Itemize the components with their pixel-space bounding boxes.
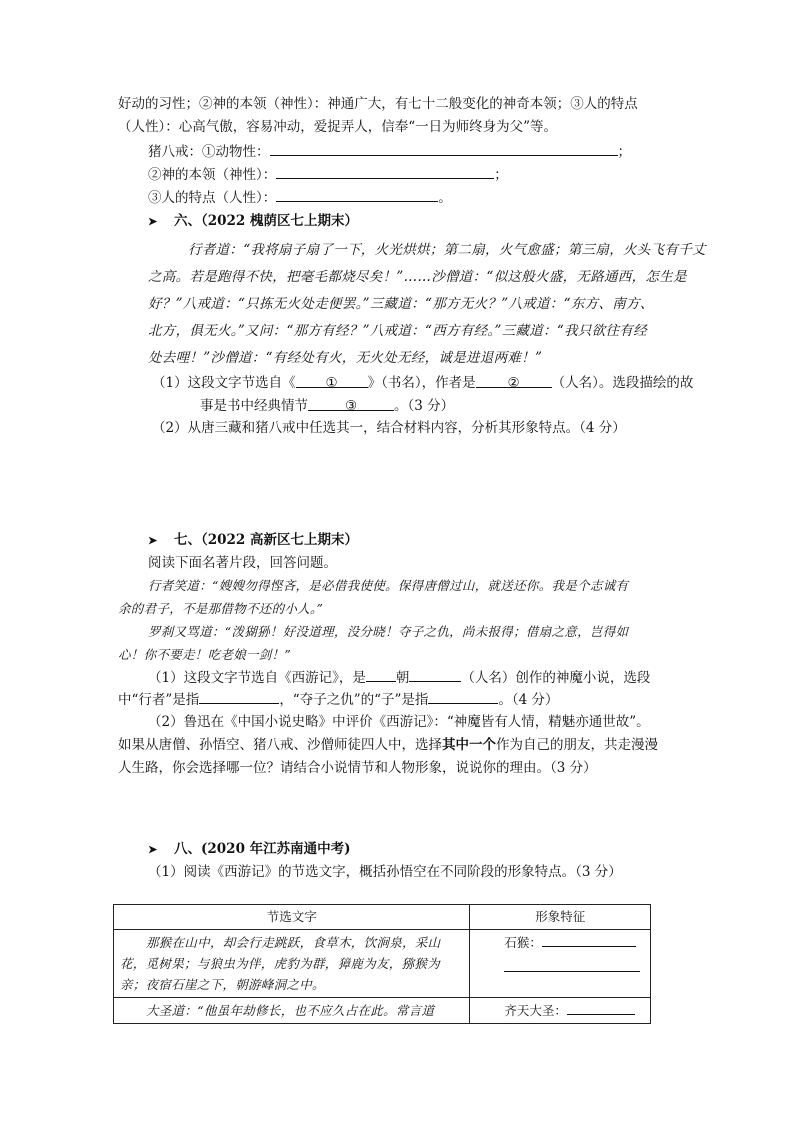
zhubajie-label-2: ②神的本领（神性）： [148, 167, 277, 183]
blank-3[interactable]: ③ [308, 396, 394, 411]
q2-emphasis: 其中一个 [442, 737, 496, 753]
arrow-bullet-icon: ➤ [148, 534, 158, 547]
intro-line-2: （人性）：心高气傲，容易冲动，爱捉弄人，信奉“一日为师终身为父”等。 [118, 119, 558, 135]
zhubajie-end-3: 。 [438, 190, 452, 206]
q1-text: ，“夺子之仇”的“子”是指 [279, 692, 429, 708]
zhubajie-label-1: 猪八戒：①动物性： [148, 144, 270, 160]
section-6-question-1 [152, 373, 693, 393]
table-row [114, 998, 651, 1024]
excerpt-line: 亲；夜宿石崖之下，朝游峰洞之中。 [120, 977, 325, 992]
section-7-question-1-cont [118, 689, 559, 710]
q2-text: 如果从唐僧、孙悟空、猪八戒、沙僧师徒四人中，选择 [118, 737, 442, 753]
section-7-heading [148, 530, 358, 551]
arrow-bullet-icon: ➤ [148, 843, 158, 856]
section-7-question-2-end: 人生路，你会选择哪一位？请结合小说情节和人物形象，说说你的理由。（3 分） [118, 760, 597, 776]
zhubajie-blank-2[interactable] [276, 164, 494, 179]
xingzhe-blank[interactable] [199, 689, 279, 704]
zhubajie-item-3 [148, 187, 452, 208]
table-header-row [114, 905, 651, 930]
blank-2[interactable]: ② [476, 373, 552, 388]
great-sage-label: 齐天大圣： [504, 1003, 567, 1018]
q1-text: （1）这段文字节选自《西游记》，是 [148, 670, 366, 686]
section-7-instruction: 阅读下面名著片段，回答问题。 [148, 555, 337, 571]
header-excerpt: 节选文字 [114, 905, 470, 930]
excerpt-cell [114, 930, 470, 998]
section-6-passage-line: 北方，俱无火。”又问：“那方有经？”八戒道：“西方有经。”三藏道：“我只欲往有经 [148, 323, 647, 339]
section-6-heading [148, 211, 358, 232]
section-6-question-2: （2）从唐三藏和猪八戒中任选其一，结合材料内容，分析其形象特点。（4 分） [152, 420, 626, 436]
zhubajie-end-2: ； [494, 167, 508, 183]
section-6-question-1-cont [200, 396, 454, 416]
excerpt-table [113, 904, 651, 1024]
section-7-title: 七、（2022 高新区七上期末） [174, 532, 359, 548]
section-8-heading [148, 839, 351, 860]
q1-text: 事是书中经典情节 [200, 398, 308, 414]
blank-1[interactable]: ① [296, 373, 368, 388]
section-7-passage-line: 心！你不要走！吃老娘一剑！” [118, 647, 292, 662]
zhubajie-label-3: ③人的特点（人性）： [148, 190, 277, 206]
excerpt-cell [114, 998, 470, 1024]
arrow-bullet-icon: ➤ [148, 215, 158, 228]
excerpt-line: 大圣道：“他虽年劫修长，也不应久占在此。常言道 [146, 1003, 435, 1018]
excerpt-line: 那猴在山中，却会行走跳跃，食草木，饮涧泉，采山 [146, 935, 441, 950]
trait-cell [470, 930, 651, 998]
section-6-passage-line: 之高。若是跑得不快，把毫毛都烧尽矣！”……沙僧道：“似这般火盛，无路通西，怎生是 [148, 269, 687, 285]
q1-text: 。（4 分） [498, 692, 559, 708]
section-8-title: 八、(2020 年江苏南通中考) [174, 841, 351, 857]
dynasty-blank[interactable] [366, 667, 396, 682]
q1-text: 》（书名），作者是 [367, 375, 476, 391]
section-7-passage-line: 罗刹又骂道：“泼猢狲！好没道理，没分晓！夺子之仇，尚未报得；借扇之意，岂得如 [148, 624, 629, 639]
trait-cell [470, 998, 651, 1024]
header-trait: 形象特征 [470, 905, 651, 930]
section-6-passage-line: 行者道：“我将扇子扇了一下，火光烘烘；第二扇，火气愈盛；第三扇，火头飞有千丈 [188, 242, 706, 258]
stone-monkey-blank-2[interactable] [504, 957, 640, 972]
zhubajie-blank-3[interactable] [276, 187, 438, 202]
zhubajie-end-1: ； [617, 144, 631, 160]
q1-text: 朝 [395, 670, 410, 686]
author-blank[interactable] [409, 667, 461, 682]
stone-monkey-blank[interactable] [542, 932, 636, 947]
zhubajie-blank-1[interactable] [270, 141, 618, 156]
q1-text: 中“行者”是指 [118, 692, 200, 708]
section-6-title: 六、（2022 槐荫区七上期末） [174, 213, 359, 229]
stone-monkey-label: 石猴： [504, 935, 542, 950]
section-8-question-1: （1）阅读《西游记》的节选文字，概括孙悟空在不同阶段的形象特点。（3 分） [148, 864, 622, 880]
zhubajie-item-2 [148, 164, 508, 185]
zhubajie-item-1 [148, 141, 631, 162]
q1-text: （1）这段文字节选自《 [152, 375, 296, 391]
section-7-question-2-cont [118, 735, 658, 755]
q1-text: 。（3 分） [394, 398, 455, 414]
zi-blank[interactable] [428, 689, 498, 704]
q1-text: （人名）。选段描绘的故 [551, 375, 694, 391]
table-row [114, 930, 651, 998]
q1-text: （人名）创作的神魔小说，选段 [461, 670, 651, 686]
section-6-passage-line: 好？”八戒道：“只拣无火处走便罢。”三藏道：“那方无火？”八戒道：“东方、南方、 [148, 296, 654, 312]
great-sage-blank[interactable] [567, 1000, 635, 1015]
section-7-passage-line: 行者笑道：“嫂嫂勿得悭吝，是必借我使使。保得唐僧过山，就送还你。我是个志诚有 [148, 578, 629, 593]
intro-line-1: 好动的习性；②神的本领（神性）：神通广大，有七十二般变化的神奇本领；③人的特点 [118, 96, 638, 112]
section-7-question-2: （2）鲁迅在《中国小说史略》中评价《西游记》：“神魔皆有人情，精魅亦通世故”。 [148, 714, 650, 730]
excerpt-line: 花，觅树果；与狼虫为伴，虎豹为群，獐鹿为友，猕猴为 [120, 956, 441, 971]
q2-text: 作为自己的朋友，共走漫漫 [496, 737, 658, 753]
section-7-question-1 [148, 667, 650, 688]
section-6-passage-line: 处去哩！”沙僧道：“有经处有火，无火处无经，诚是进退两难！” [148, 350, 543, 366]
section-7-passage-line: 余的君子，不是那借物不还的小人。” [118, 601, 324, 616]
